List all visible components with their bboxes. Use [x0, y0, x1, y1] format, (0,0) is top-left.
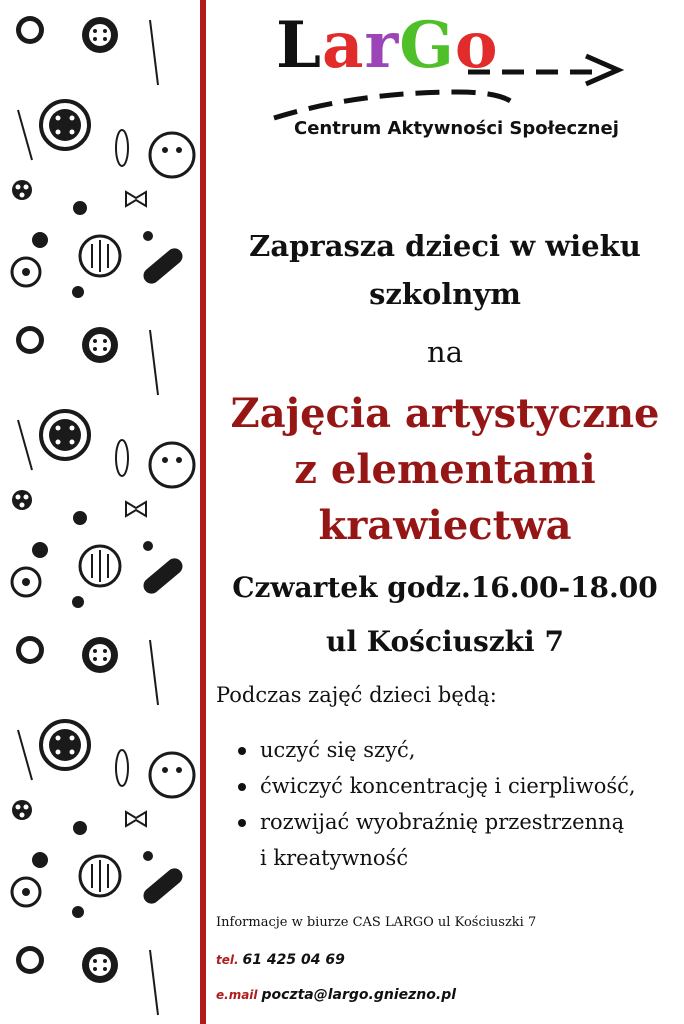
- invitation-na: na: [427, 335, 463, 369]
- logo-letter: G: [399, 8, 455, 83]
- list-item: rozwijać wyobraźnię przestrzenną: [236, 804, 680, 840]
- phone-number: 61 425 04 69: [242, 952, 345, 968]
- email-label: e.mail: [216, 988, 258, 1002]
- title-line: krawiectwa: [318, 502, 572, 549]
- sewing-pattern-panel: [0, 0, 200, 1024]
- activities-list: [236, 732, 680, 876]
- logo-wordmark: [276, 8, 499, 83]
- poster-content: [206, 0, 684, 1024]
- phone-label: tel.: [216, 953, 239, 967]
- invitation-headline: [206, 222, 684, 318]
- email-address: poczta@largo.gniezno.pl: [261, 987, 457, 1003]
- title-line: z elementami: [294, 446, 596, 493]
- sewing-buttons-illustration: [0, 0, 200, 1024]
- logo-letter: a: [322, 8, 365, 83]
- list-item: ćwiczyć koncentrację i cierpliwość,: [236, 768, 680, 804]
- invitation-line: szkolnym: [369, 277, 521, 311]
- list-item: uczyć się szyć,: [236, 732, 680, 768]
- event-title: [206, 386, 684, 554]
- logo-letter: r: [364, 8, 400, 83]
- list-item-continuation: i kreatywność: [260, 846, 409, 870]
- event-address: ul Kościuszki 7: [326, 625, 564, 658]
- invitation-line: Zaprasza dzieci w wieku: [249, 229, 641, 263]
- email-contact: [216, 987, 456, 1003]
- office-info: Informacje w biurze CAS LARGO ul Kościuszki 7: [216, 915, 537, 930]
- title-line: Zajęcia artystyczne: [230, 390, 660, 437]
- phone-contact: [216, 952, 345, 968]
- event-schedule: Czwartek godz.16.00-18.00: [232, 571, 658, 604]
- activities-intro: Podczas zajęć dzieci będą:: [216, 683, 497, 707]
- logo-letter: o: [454, 8, 499, 83]
- logo-letter: L: [276, 8, 322, 83]
- largo-logo: [268, 6, 684, 146]
- logo-subtitle: Centrum Aktywności Społecznej: [294, 118, 619, 139]
